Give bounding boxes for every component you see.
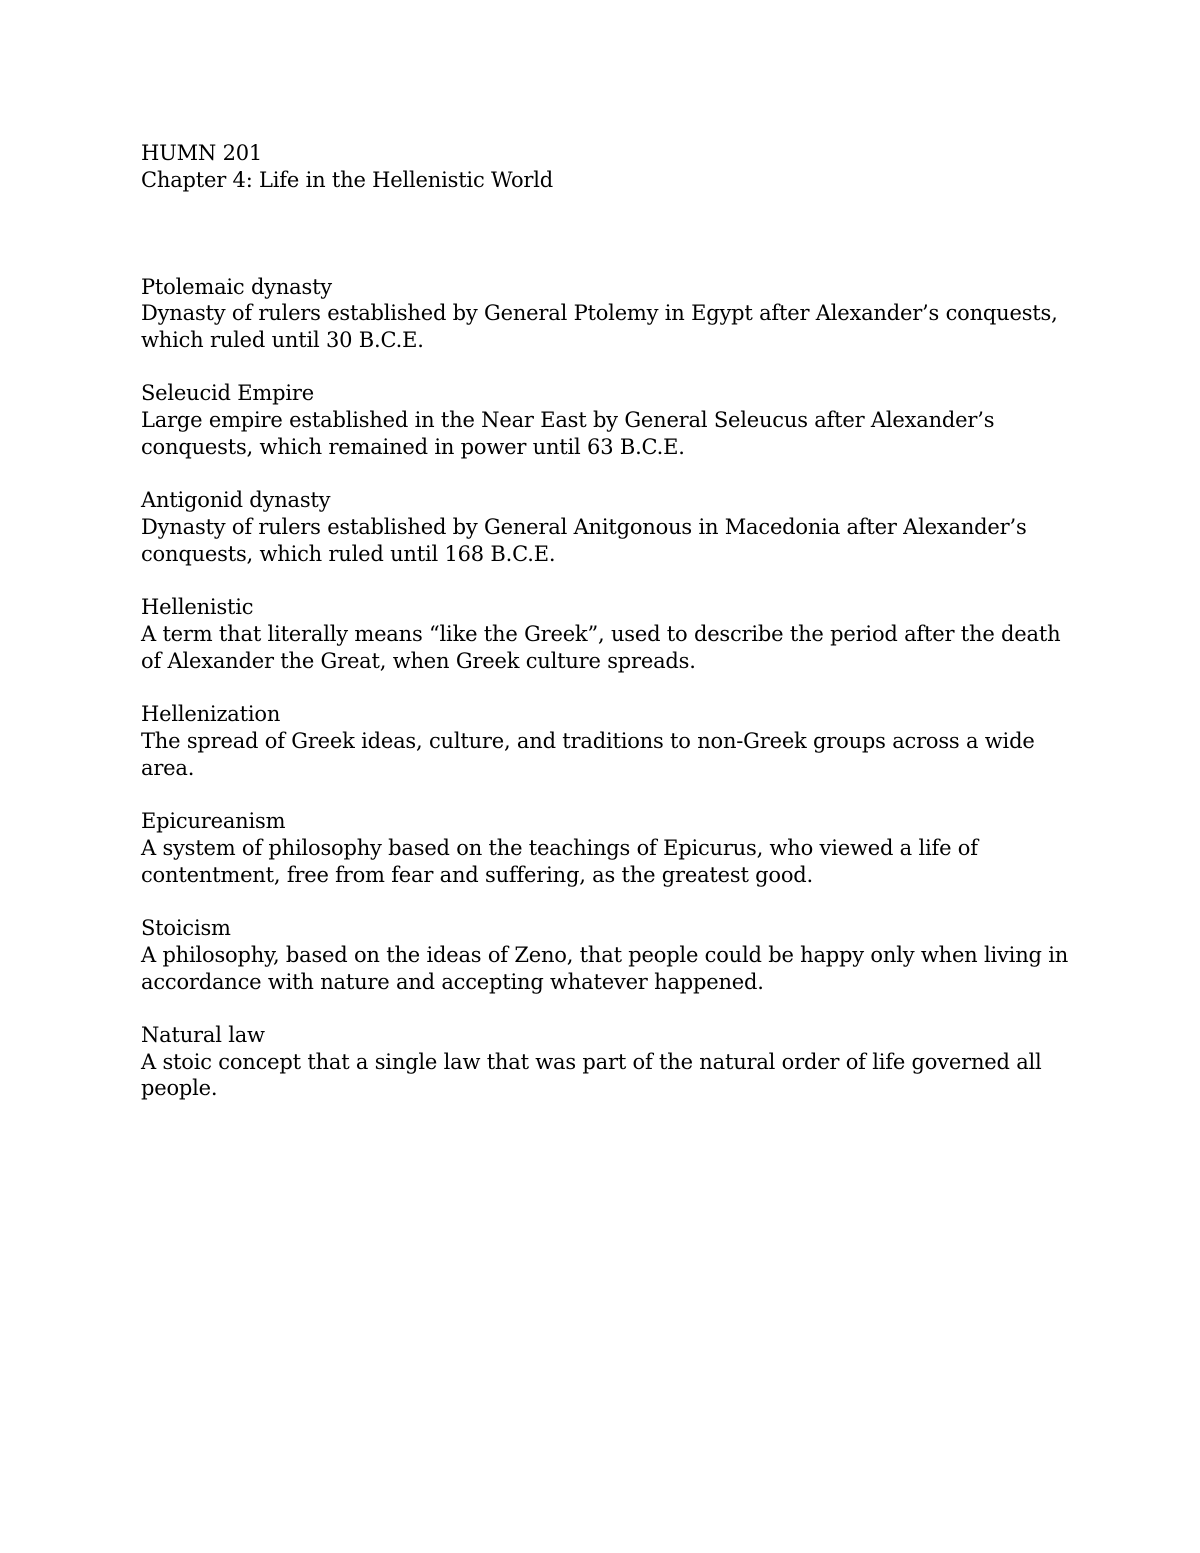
glossary-entry: [141, 380, 1071, 460]
glossary-definition: A term that literally means “like the Greek”, used to describe the period after the death of Alexander the Great, when Greek culture spreads.: [141, 622, 1061, 673]
glossary-term: Natural law: [141, 1022, 265, 1047]
glossary-definition: The spread of Greek ideas, culture, and traditions to non-Greek groups across a wide area.: [141, 728, 1035, 780]
course-title: HUMN 201: [141, 141, 263, 165]
glossary-definition: Dynasty of rulers established by General Ptolemy in Egypt after Alexander’s conquests, which ruled until 30 B.C.E.: [141, 301, 1058, 353]
glossary-entry: [141, 701, 1071, 781]
glossary-term: Hellenistic: [141, 595, 254, 620]
glossary-definition: A stoic concept that a single law that was part of the natural order of life governed all people.: [141, 1049, 1042, 1101]
glossary-definition: Large empire established in the Near East by General Seleucus after Alexander’s conquests, which remained in power until 63 B.C.E.: [141, 408, 995, 460]
glossary-entry: [141, 594, 1071, 674]
glossary-definition: A system of philosophy based on the teachings of Epicurus, who viewed a life of contentment, free from fear and suffering, as the greatest good.: [141, 835, 978, 887]
glossary-definition: A philosophy, based on the ideas of Zeno, that people could be happy only when living in accordance with nature and accepting whatever happened.: [141, 942, 1069, 994]
glossary-term: Ptolemaic dynasty: [141, 274, 332, 299]
glossary-entry: [141, 1022, 1071, 1102]
glossary-term: Stoicism: [141, 915, 231, 940]
glossary-entry: [141, 274, 1071, 354]
glossary-term: Seleucid Empire: [141, 381, 314, 406]
glossary-entry: [141, 915, 1071, 995]
glossary-definition: Dynasty of rulers established by General Anitgonous in Macedonia after Alexander’s conquests, which ruled until 168 B.C.E.: [141, 515, 1027, 566]
chapter-title: Chapter 4: Life in the Hellenistic World: [141, 167, 553, 192]
glossary-term: Hellenization: [141, 702, 281, 727]
glossary-term: Epicureanism: [141, 809, 286, 834]
glossary-entry: [141, 808, 1071, 888]
glossary-term: Antigonid dynasty: [141, 488, 331, 513]
header-spacer: [141, 194, 1071, 274]
glossary-entry: [141, 487, 1071, 567]
document-page: [141, 140, 1071, 1129]
